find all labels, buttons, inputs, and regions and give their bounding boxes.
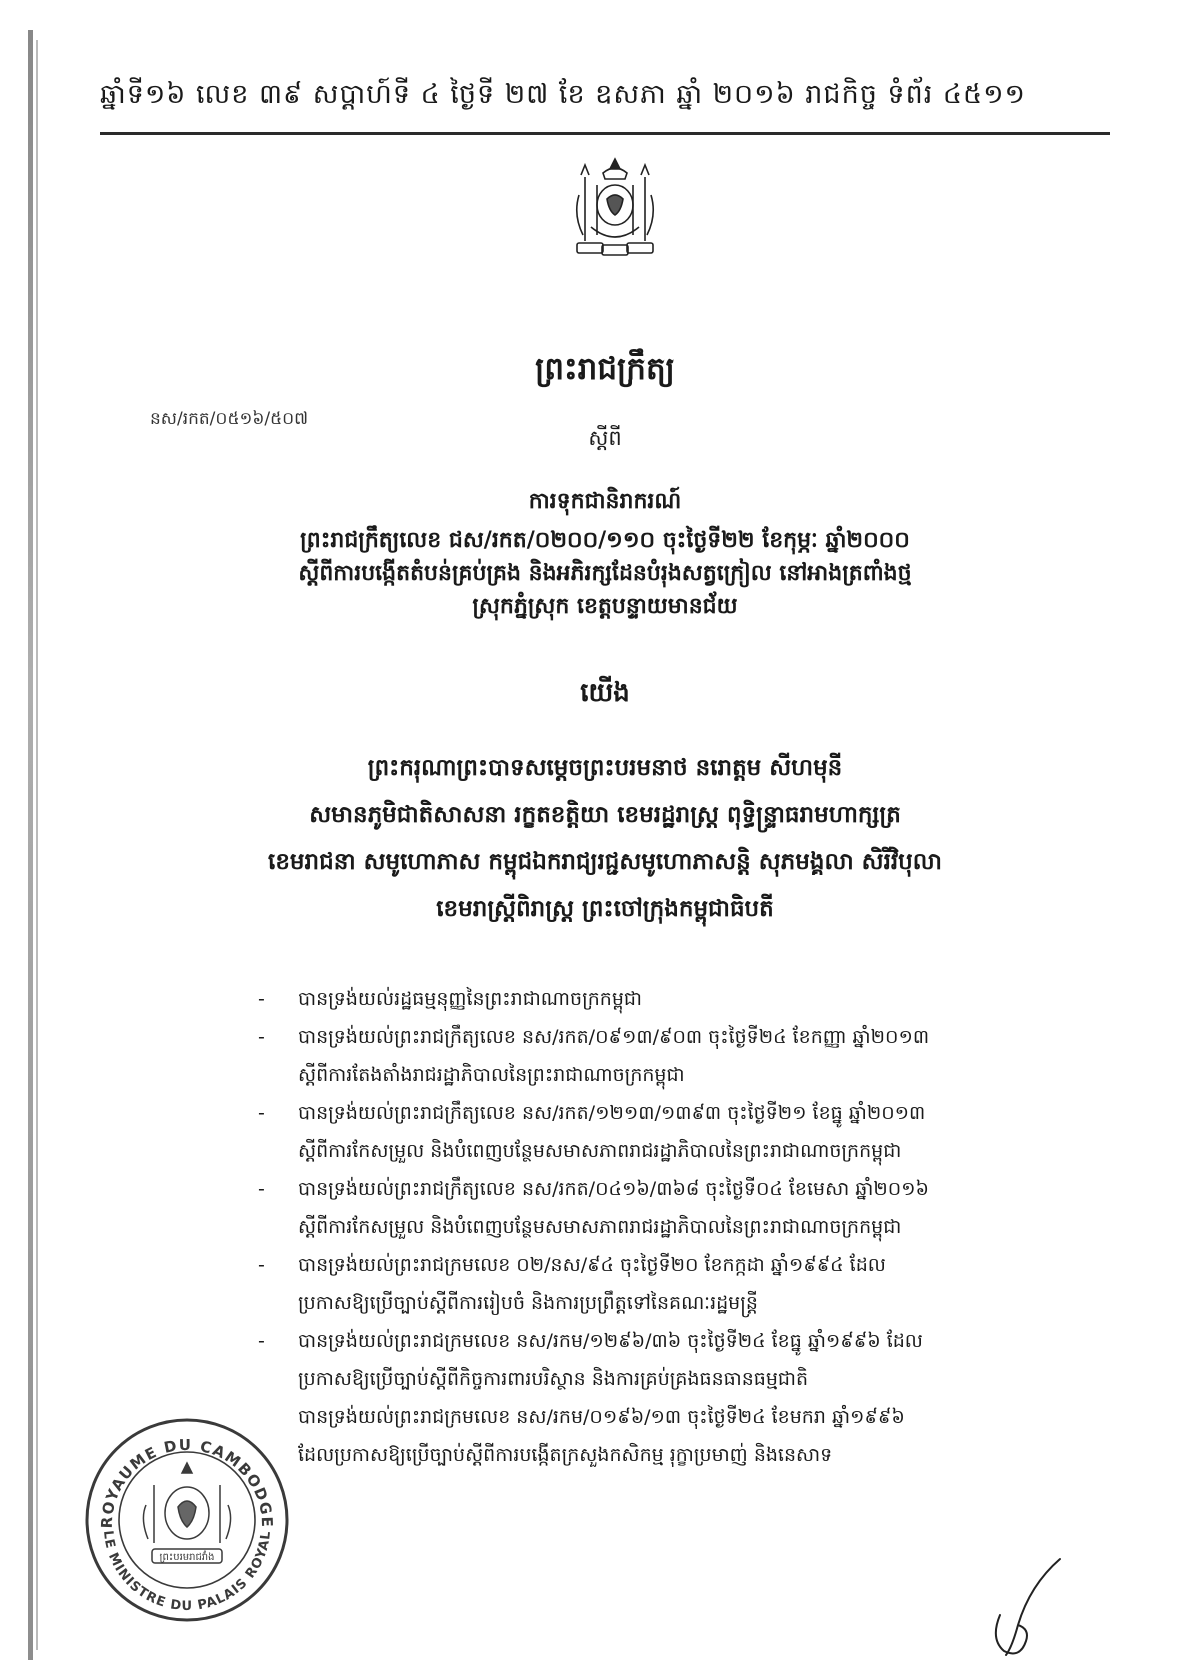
list-item-text: បានទ្រង់យល់ព្រះរាជក្រឹត្យលេខ នស/រកត/១២១៣/១៣៩៣ ចុះថ្ងៃទី២១ ខែធ្នូ ឆ្នាំ២០១៣ [298,1102,926,1124]
document-title: ព្រះរាជក្រឹត្យ [535,351,675,387]
list-dash: - [258,1178,265,1200]
list-item-text: បានទ្រង់យល់ព្រះរាជក្រឹត្យលេខ នស/រកត/០៩១៣/៩០៣ ចុះថ្ងៃទី២៤ ខែកញ្ញា ឆ្នាំ២០១៣ [298,1026,930,1048]
king-title-line: ខេមរាស្ត្រីពិរាស្ត្រ ព្រះចៅក្រុងកម្ពុជាធិបតី [436,896,774,922]
royal-palace-stamp-icon [82,1415,292,1625]
list-dash: - [258,1026,265,1048]
list-item [258,1398,1058,1474]
subject-block [100,485,1110,623]
list-dash: - [258,1254,265,1276]
list-item-text: បានទ្រង់យល់ព្រះរាជក្រមលេខ នស/រកម/០១៩៦/១៣ ចុះថ្ងៃទី២៤ ខែមករា ឆ្នាំ១៩៩៦ [298,1406,905,1428]
list-item [258,1170,1058,1246]
royal-arms-emblem-icon [555,155,675,267]
re-label: ស្តីពី [588,426,622,450]
svg-text:LE MINISTRE DU PALAIS ROYAL [100,1530,274,1614]
list-item-text: បានទ្រង់យល់ព្រះរាជក្រមលេខ ០២/នស/៩៤ ចុះថ្ងៃទី២០ ខែកក្កដា ឆ្នាំ១៩៩៤ ដែល [298,1254,886,1276]
list-item-text: ស្តីពីការកែសម្រួល និងបំពេញបន្ថែមសមាសភាពរាជរដ្ឋាភិបាលនៃព្រះរាជាណាចក្រកម្ពុជា [298,1140,902,1162]
list-item [258,1322,1058,1398]
list-item-text: ប្រកាសឱ្យប្រើច្បាប់ស្តីពីកិច្ចការពារបរិស្ថាន និងការគ្រប់គ្រងធនធានធម្មជាតិ [298,1368,809,1390]
list-dash: - [258,1102,265,1124]
subject-line: ព្រះរាជក្រឹត្យលេខ ជស/រកត/០២០០/១១០ ចុះថ្ងៃទី២២ ខែកុម្ភៈ ឆ្នាំ២០០០ [300,528,910,553]
list-item [258,980,1058,1018]
stamp-inner-label: ព្រះបរមរាជវាំង [159,1552,215,1563]
scan-edge-line [36,40,38,1650]
stamp-bottom-text: LE MINISTRE DU PALAIS ROYAL [99,1529,275,1615]
king-title-line: ខេមរាជនា សមូហោភាស កម្ពុជឯករាជ្យរជ្ជសមូហោភាសន្តិ សុភមង្គលា សិរីវិបុលា [268,849,942,875]
king-titles [100,745,1110,933]
list-dash: - [258,988,265,1010]
list-item-text: ប្រកាសឱ្យប្រើច្បាប់ស្តីពីការរៀបចំ និងការប្រព្រឹត្តទៅនៃគណៈរដ្ឋមន្ត្រី [298,1292,758,1314]
list-item-text: ស្តីពីការកែសម្រួល និងបំពេញបន្ថែមសមាសភាពរាជរដ្ឋាភិបាលនៃព្រះរាជាណាចក្រកម្ពុជា [298,1216,902,1238]
list-item-text: បានទ្រង់យល់ព្រះរាជក្រឹត្យលេខ នស/រកត/០៤១៦/៣៦៨ ចុះថ្ងៃទី០៤ ខែមេសា ឆ្នាំ២០១៦ [298,1178,929,1200]
list-item-text: ស្តីពីការតែងតាំងរាជរដ្ឋាភិបាលនៃព្រះរាជាណាចក្រកម្ពុជា [298,1064,685,1086]
stamp-top-text: ROYAUME DU CAMBODGE [97,1435,277,1529]
subject-line: ការទុកជានិរាករណ៍ [528,489,682,514]
legal-basis-list [258,980,1058,1474]
we-heading: យើង [580,678,630,708]
list-item [258,1246,1058,1322]
subject-line: ស្រុកភ្នំស្រុក ខេត្តបន្ទាយមានជ័យ [472,594,738,619]
list-item [258,1018,1058,1094]
list-item [258,1094,1058,1170]
king-title-line: សមានភូមិជាតិសាសនា រក្ខតខត្តិយា ខេមរដ្ឋរាស្ត្រ ពុទ្ធិន្ទ្រាធរាមហាក្សត្រ [309,802,901,828]
gazette-header: ឆ្នាំទី១៦ លេខ ៣៩ សប្តាហ៍ទី ៤ ថ្ងៃទី ២៧ ខែ ឧសភា ឆ្នាំ ២០១៦ រាជកិច្ច ទំព័រ ៤៥១១ [100,79,1026,110]
list-dash: - [258,1330,265,1352]
signature-icon [960,1555,1080,1665]
header-divider [100,132,1110,135]
list-item-text: បានទ្រង់យល់ព្រះរាជក្រមលេខ នស/រកម/១២៩៦/៣៦ ចុះថ្ងៃទី២៤ ខែធ្នូ ឆ្នាំ១៩៩៦ ដែល [298,1330,923,1352]
reference-number: នស/រកត/០៥១៦/៥០៧ [150,409,309,429]
king-title-line: ព្រះករុណាព្រះបាទសម្តេចព្រះបរមនាថ នរោត្តម សីហមុនី [367,755,843,781]
subject-line: ស្តីពីការបង្កើតតំបន់គ្រប់គ្រង និងអភិរក្សដែនបំរុងសត្វក្រៀល នៅអាងត្រពាំងថ្ម [298,561,912,586]
list-item-text: ដែលប្រកាសឱ្យប្រើច្បាប់ស្តីពីការបង្កើតក្រសួងកសិកម្ម រុក្ខាប្រមាញ់ និងនេសាទ [298,1444,833,1466]
list-item-text: បានទ្រង់យល់រដ្ឋធម្មនុញ្ញនៃព្រះរាជាណាចក្រកម្ពុជា [298,988,643,1010]
scan-edge-shadow [28,30,33,1660]
